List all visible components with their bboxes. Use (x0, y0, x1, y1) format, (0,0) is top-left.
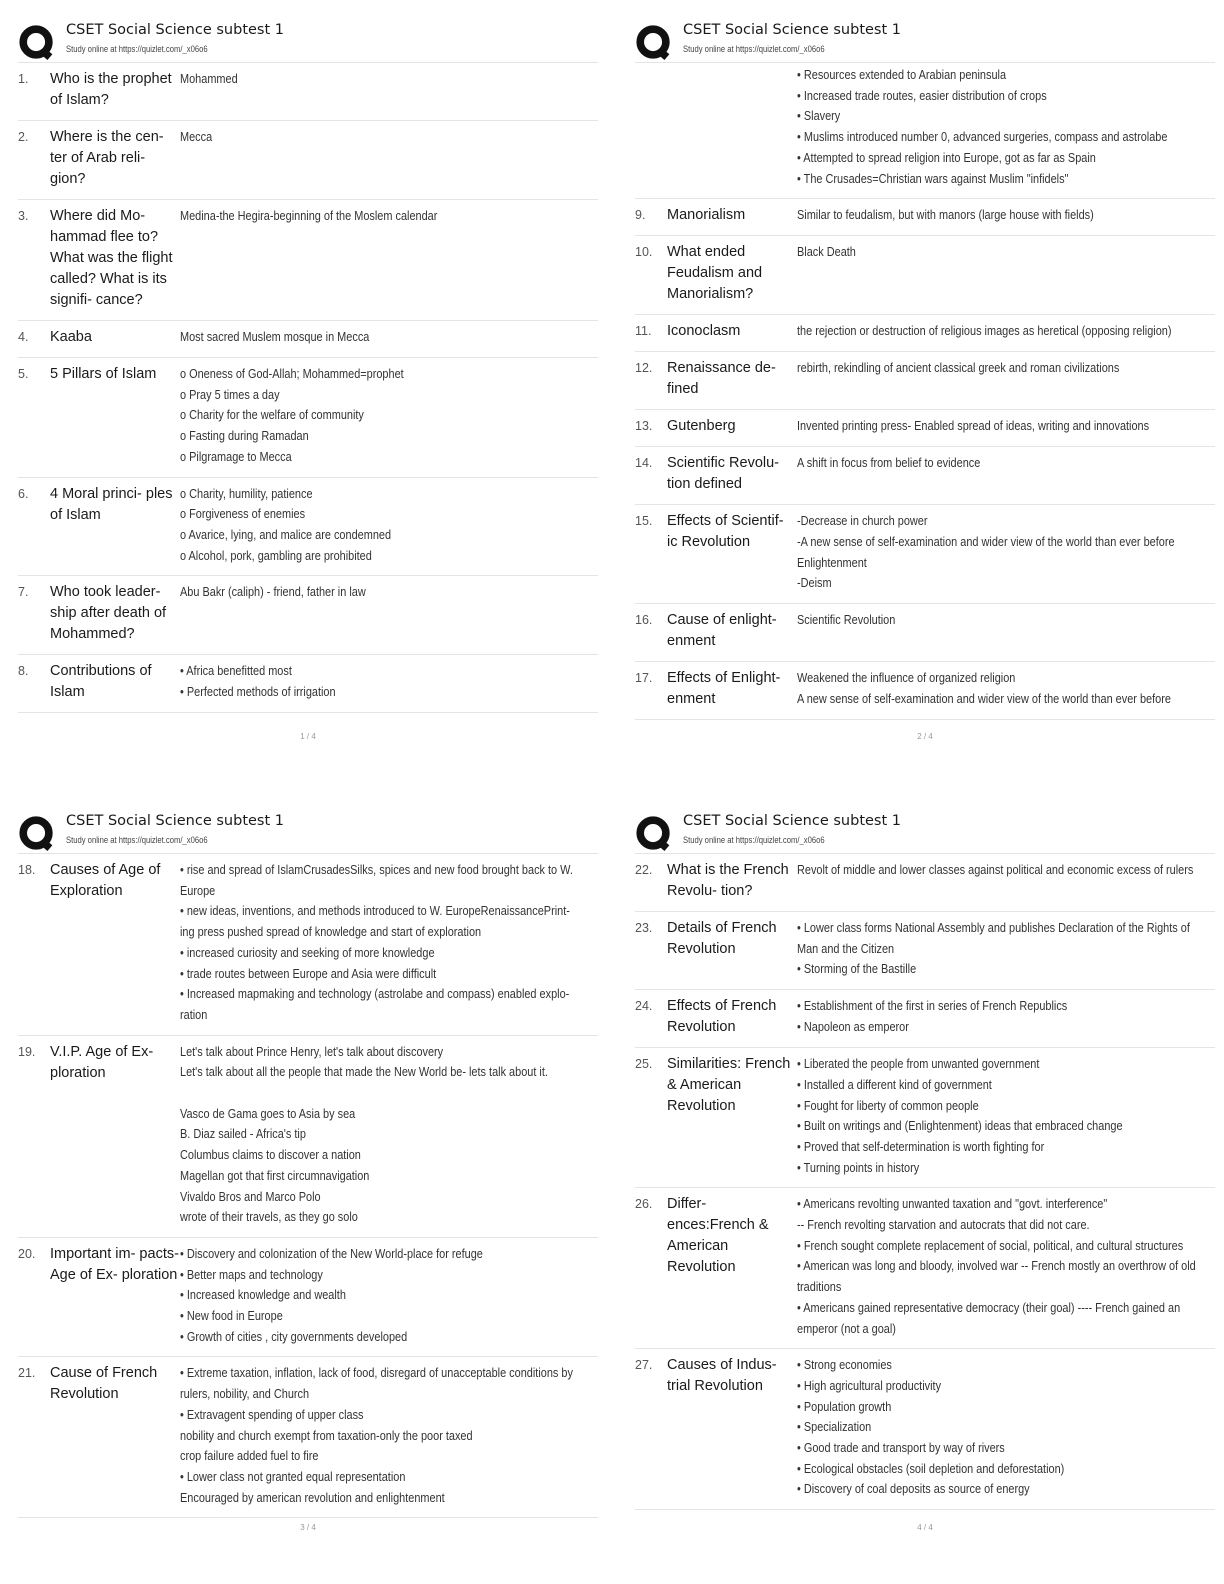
quizlet-logo-icon (18, 24, 56, 62)
card-number: 9. (635, 208, 646, 223)
definition-line: • American was long and bloody, involved war -- French mostly an overthrow of old (797, 1258, 1196, 1274)
flashcard-row (635, 315, 1215, 352)
definition-line: • Establishment of the first in series of French Republics (797, 998, 1068, 1014)
definition-line: Mecca (180, 129, 213, 144)
page-number: 3 / 4 (300, 1523, 316, 1532)
definition-line: • Strong economies (797, 1357, 892, 1373)
definition-line (180, 1083, 575, 1104)
flashcard-row (18, 655, 598, 713)
document-title: CSET Social Science subtest 1 (66, 813, 285, 829)
definition-line: • Lower class not granted equal representation (180, 1468, 406, 1484)
card-number: 14. (635, 456, 653, 471)
definition-line: • Growth of cities , city governments developed (180, 1328, 408, 1344)
definition-line: • Installed a different kind of government (797, 1076, 992, 1092)
card-term: Effects of Scientif- ic Revolution (667, 513, 784, 551)
page-header (18, 22, 598, 62)
definition-line: Let's talk about all the people that made the New World be- lets talk about it. (180, 1064, 548, 1080)
definition-line: rulers, nobility, and Church (180, 1386, 310, 1402)
definition-line: Mohammed (180, 71, 238, 86)
card-definition (797, 416, 1192, 437)
card-term: Effects of Enlight- enment (667, 670, 781, 708)
card-number: 6. (18, 486, 29, 501)
card-number: 22. (635, 863, 653, 877)
card-definition (180, 860, 575, 1026)
document-title: CSET Social Science subtest 1 (66, 22, 285, 38)
card-definition (797, 860, 1192, 881)
flashcard-row (635, 236, 1215, 315)
definition-line: ration (180, 1006, 208, 1022)
definition-line: o Charity for the welfare of community (180, 407, 364, 423)
page-3 (18, 813, 598, 1583)
card-definition (797, 205, 1192, 226)
study-online-link[interactable]: Study online at https://quizlet.com/_x06o6 (683, 44, 825, 54)
definition-line: -Deism (797, 575, 832, 591)
card-number: 12. (635, 361, 653, 376)
document-title: CSET Social Science subtest 1 (683, 813, 902, 829)
card-term: Causes of Age of Exploration (50, 862, 161, 899)
definition-line: Abu Bakr (caliph) - friend, father in law (180, 584, 366, 600)
definition-line: • Americans gained representative democracy (their goal) ---- French gained an (797, 1299, 1181, 1315)
definition-line: • Discovery and colonization of the New World-place for refuge (180, 1245, 483, 1261)
flashcard-row (18, 200, 598, 321)
definition-line: • Slavery (797, 108, 841, 124)
definition-line: B. Diaz sailed - Africa's tip (180, 1126, 306, 1142)
card-term: Cause of French Revolution (50, 1365, 158, 1403)
definition-line: Similar to feudalism, but with manors (large house with fields) (797, 207, 1094, 223)
card-number: 25. (635, 1057, 653, 1072)
definition-line: • Resources extended to Arabian peninsula (797, 67, 1007, 82)
flashcard-row (635, 662, 1215, 720)
definition-line: o Charity, humility, patience (180, 485, 313, 501)
card-term: Who is the prophet of Islam? (50, 71, 172, 108)
definition-line: emperor (not a goal) (797, 1320, 896, 1336)
quizlet-logo-icon (635, 24, 673, 62)
definition-line: • The Crusades=Christian wars against Muslim "infidels" (797, 170, 1069, 186)
definition-line: Let's talk about Prince Henry, let's talk about discovery (180, 1043, 444, 1059)
card-term: Who took leader- ship after death of Mohammed? (50, 584, 167, 643)
flashcard-row (18, 63, 598, 121)
definition-line: A new sense of self-examination and wider view of the world than ever before (797, 690, 1171, 706)
card-number: 18. (18, 863, 36, 877)
page-4 (635, 813, 1215, 1583)
definition-line: • Specialization (797, 1419, 872, 1435)
document-title: CSET Social Science subtest 1 (683, 22, 902, 38)
definition-line: A shift in focus from belief to evidence (797, 455, 981, 471)
definition-line: • Discovery of coal deposits as source of energy (797, 1481, 1030, 1497)
page-header (18, 813, 598, 853)
card-number: 19. (18, 1044, 36, 1059)
definition-line: Scientific Revolution (797, 612, 896, 628)
flashcard-row (635, 352, 1215, 410)
card-definition (797, 242, 1192, 263)
definition-line: • High agricultural productivity (797, 1377, 942, 1393)
definition-line: Europe (180, 882, 216, 898)
card-term: Gutenberg (667, 418, 736, 435)
definition-line: Vasco de Gama goes to Asia by sea (180, 1105, 356, 1121)
definition-line: • Lower class forms National Assembly and publishes Declaration of the Rights of (797, 920, 1190, 935)
definition-line: -- French revolting starvation and autocrats that did not care. (797, 1217, 1090, 1233)
card-number: 26. (635, 1197, 653, 1212)
definition-line: • Americans revolting unwanted taxation and "govt. interference" (797, 1196, 1108, 1212)
quizlet-logo-icon (635, 815, 673, 853)
flashcard-row (18, 121, 598, 200)
card-number: 27. (635, 1358, 653, 1373)
flashcard-row (18, 1036, 598, 1238)
definition-line: • Turning points in history (797, 1159, 920, 1175)
definition-line: Most sacred Muslem mosque in Mecca (180, 329, 370, 344)
card-term: Similarities: French & American Revolution (667, 1056, 791, 1115)
definition-line: Revolt of middle and lower classes against political and economic excess of rulers (797, 862, 1194, 877)
flashcard-row (18, 478, 598, 577)
flashcard-row (18, 1357, 598, 1518)
card-term: Where is the cen- ter of Arab reli- gion? (50, 129, 164, 187)
card-definition (797, 610, 1192, 631)
card-number: 20. (18, 1246, 36, 1261)
flashcard-row (18, 854, 598, 1036)
card-number: 17. (635, 671, 653, 686)
card-definition (180, 582, 575, 603)
flashcard-row (635, 1188, 1215, 1349)
card-definition (797, 918, 1192, 980)
definition-line: • Better maps and technology (180, 1266, 323, 1282)
card-definition (180, 364, 575, 468)
card-number: 5. (18, 367, 29, 381)
definition-line: o Fasting during Ramadan (180, 428, 309, 444)
card-definition (180, 1042, 575, 1228)
flashcard-row (18, 576, 598, 655)
definition-line: • Liberated the people from unwanted government (797, 1056, 1040, 1072)
flashcard-row (635, 854, 1215, 912)
definition-line: Magellan got that first circumnavigation (180, 1167, 370, 1183)
definition-line: wrote of their travels, as they go solo (180, 1209, 358, 1225)
card-term: Scientific Revolu- tion defined (667, 455, 780, 493)
card-number: 24. (635, 999, 653, 1014)
definition-line: -Decrease in church power (797, 513, 928, 529)
definition-line: • French sought complete replacement of social, political, and cultural structures (797, 1237, 1184, 1253)
card-definition (180, 484, 575, 567)
flashcard-row (635, 1048, 1215, 1188)
definition-line: o Forgiveness of enemies (180, 506, 306, 522)
card-number: 23. (635, 921, 653, 935)
page-header (635, 22, 1215, 62)
card-definition (180, 661, 575, 702)
definition-line: • Proved that self-determination is worth fighting for (797, 1138, 1045, 1154)
card-definition (797, 358, 1192, 379)
definition-line: rebirth, rekindling of ancient classical greek and roman civilizations (797, 360, 1120, 376)
card-term: Effects of French Revolution (667, 998, 777, 1036)
definition-line: crop failure added fuel to fire (180, 1448, 319, 1464)
definition-line: • Increased trade routes, easier distribution of crops (797, 87, 1047, 103)
flashcard-row (635, 990, 1215, 1048)
card-number: 2. (18, 130, 29, 144)
card-term: Causes of Indus- trial Revolution (667, 1357, 777, 1395)
definition-line: Weakened the influence of organized religion (797, 670, 1016, 686)
definition-line: • trade routes between Europe and Asia were difficult (180, 965, 437, 981)
card-term: 4 Moral princi- ples of Islam (50, 485, 173, 523)
card-definition (797, 511, 1192, 594)
card-term: Important im- pacts-Age of Ex- ploration (50, 1245, 179, 1283)
card-number: 10. (635, 245, 653, 260)
card-term: Cause of enlight- enment (667, 612, 777, 650)
card-number: 1. (18, 72, 29, 86)
definition-line: Vivaldo Bros and Marco Polo (180, 1188, 321, 1204)
definition-line: • Extreme taxation, inflation, lack of food, disregard of unacceptable conditions by (180, 1365, 573, 1381)
card-definition (180, 69, 575, 90)
card-number: 13. (635, 419, 653, 434)
card-term: What ended Feudalism and Manorialism? (667, 244, 763, 303)
card-number: 11. (635, 324, 652, 339)
definition-line: • Muslims introduced number 0, advanced surgeries, compass and astrolabe (797, 129, 1168, 145)
definition-line: o Alcohol, pork, gambling are prohibited (180, 547, 372, 563)
flashcard-row (635, 447, 1215, 505)
card-number: 16. (635, 613, 653, 628)
card-definition (797, 1355, 1192, 1500)
card-definition (797, 65, 1192, 189)
definition-line: • Extravagent spending of upper class (180, 1406, 364, 1422)
card-definition (180, 1244, 575, 1348)
definition-line: ing press pushed spread of knowledge and start of exploration (180, 924, 482, 940)
definition-line: • Ecological obstacles (soil depletion and deforestation) (797, 1460, 1065, 1476)
flashcard-row (635, 912, 1215, 990)
definition-line: Black Death (797, 244, 856, 260)
flashcard-list (18, 853, 598, 1518)
definition-line: Encouraged by american revolution and enlightenment (180, 1489, 445, 1505)
card-definition (797, 1054, 1192, 1178)
study-online-link[interactable]: Study online at https://quizlet.com/_x06o6 (66, 835, 208, 845)
flashcard-list (635, 62, 1215, 720)
definition-line: Man and the Citizen (797, 940, 895, 956)
definition-line: Columbus claims to discover a nation (180, 1147, 361, 1163)
card-definition (797, 668, 1192, 709)
card-definition (180, 127, 575, 148)
quizlet-logo-icon (18, 815, 56, 853)
card-definition (797, 996, 1192, 1037)
flashcard-row (18, 1238, 598, 1358)
card-term: Contributions of Islam (50, 663, 152, 701)
card-term: Differ- ences:French & American Revolution (667, 1196, 769, 1276)
definition-line: • rise and spread of IslamCrusadesSilks, spices and new food brought back to W. (180, 862, 573, 877)
flashcard-row (635, 505, 1215, 604)
flashcard-row (18, 358, 598, 478)
definition-line: • increased curiosity and seeking of more knowledge (180, 944, 435, 960)
definition-line: nobility and church exempt from taxation-only the poor taxed (180, 1427, 473, 1443)
card-number: 15. (635, 514, 653, 529)
card-term: Details of French Revolution (667, 920, 777, 957)
definition-line: • New food in Europe (180, 1308, 283, 1324)
card-definition (797, 1194, 1196, 1339)
card-definition (180, 206, 575, 227)
definition-line: • new ideas, inventions, and methods introduced to W. EuropeRenaissancePrint- (180, 903, 570, 919)
definition-line: • Storming of the Bastille (797, 961, 917, 977)
page-2 (635, 22, 1215, 792)
card-term: Kaaba (50, 329, 92, 345)
card-number: 4. (18, 330, 29, 344)
flashcard-row (635, 199, 1215, 236)
study-online-link[interactable]: Study online at https://quizlet.com/_x06o6 (66, 44, 208, 54)
definition-line: • Increased knowledge and wealth (180, 1287, 346, 1303)
card-term (667, 65, 797, 189)
study-online-link[interactable]: Study online at https://quizlet.com/_x06o6 (683, 835, 825, 845)
flashcard-list (635, 853, 1215, 1510)
definition-line: Enlightenment (797, 554, 867, 570)
definition-line: o Avarice, lying, and malice are condemned (180, 526, 392, 542)
flashcard-list (18, 62, 598, 713)
definition-line: • Fought for liberty of common people (797, 1097, 979, 1113)
flashcard-row (635, 1349, 1215, 1510)
card-number (635, 65, 667, 189)
card-number: 21. (18, 1366, 36, 1381)
flashcard-row (18, 321, 598, 358)
page-number: 1 / 4 (300, 732, 316, 741)
flashcard-row (635, 63, 1215, 199)
definition-line: • Population growth (797, 1398, 892, 1414)
definition-line: Medina-the Hegira-beginning of the Moslem calendar (180, 208, 438, 223)
page-number: 4 / 4 (917, 1523, 933, 1532)
definition-line: • Built on writings and (Enlightenment) ideas that embraced change (797, 1118, 1123, 1134)
card-term: Iconoclasm (667, 323, 741, 340)
definition-line: • Good trade and transport by way of rivers (797, 1440, 1005, 1456)
flashcard-row (635, 410, 1215, 447)
card-definition (180, 327, 575, 348)
card-term: Where did Mo- hammad flee to? What was the flight called? What is its signifi- cance? (50, 208, 173, 308)
card-number: 7. (18, 585, 29, 600)
definition-line: -A new sense of self-examination and wider view of the world than ever before (797, 533, 1175, 549)
card-term: V.I.P. Age of Ex- ploration (50, 1043, 154, 1081)
card-term: What is the French Revolu- tion? (667, 862, 789, 899)
definition-line: o Pilgramage to Mecca (180, 448, 292, 464)
card-term: 5 Pillars of Islam (50, 366, 157, 382)
page-header (635, 813, 1215, 853)
card-definition (797, 453, 1192, 474)
flashcard-row (635, 604, 1215, 662)
definition-line: o Oneness of God-Allah; Mohammed=prophet (180, 366, 404, 381)
definition-line: • Napoleon as emperor (797, 1018, 909, 1034)
definition-line: traditions (797, 1279, 842, 1295)
definition-line: the rejection or destruction of religious images as heretical (opposing religion) (797, 323, 1172, 339)
card-number: 3. (18, 209, 29, 223)
page-1 (18, 22, 598, 792)
card-term: Renaissance de- fined (667, 360, 776, 398)
card-definition (797, 321, 1192, 342)
definition-line: • Africa benefitted most (180, 663, 292, 679)
definition-line: • Perfected methods of irrigation (180, 684, 336, 700)
definition-line: o Pray 5 times a day (180, 386, 280, 402)
page-number: 2 / 4 (917, 732, 933, 741)
card-term: Manorialism (667, 207, 746, 224)
definition-line: Invented printing press- Enabled spread of ideas, writing and innovations (797, 418, 1150, 434)
card-definition (180, 1363, 575, 1508)
definition-line: • Attempted to spread religion into Europe, got as far as Spain (797, 149, 1096, 165)
definition-line: • Increased mapmaking and technology (astrolabe and compass) enabled explo- (180, 986, 570, 1002)
card-number: 8. (18, 664, 29, 679)
